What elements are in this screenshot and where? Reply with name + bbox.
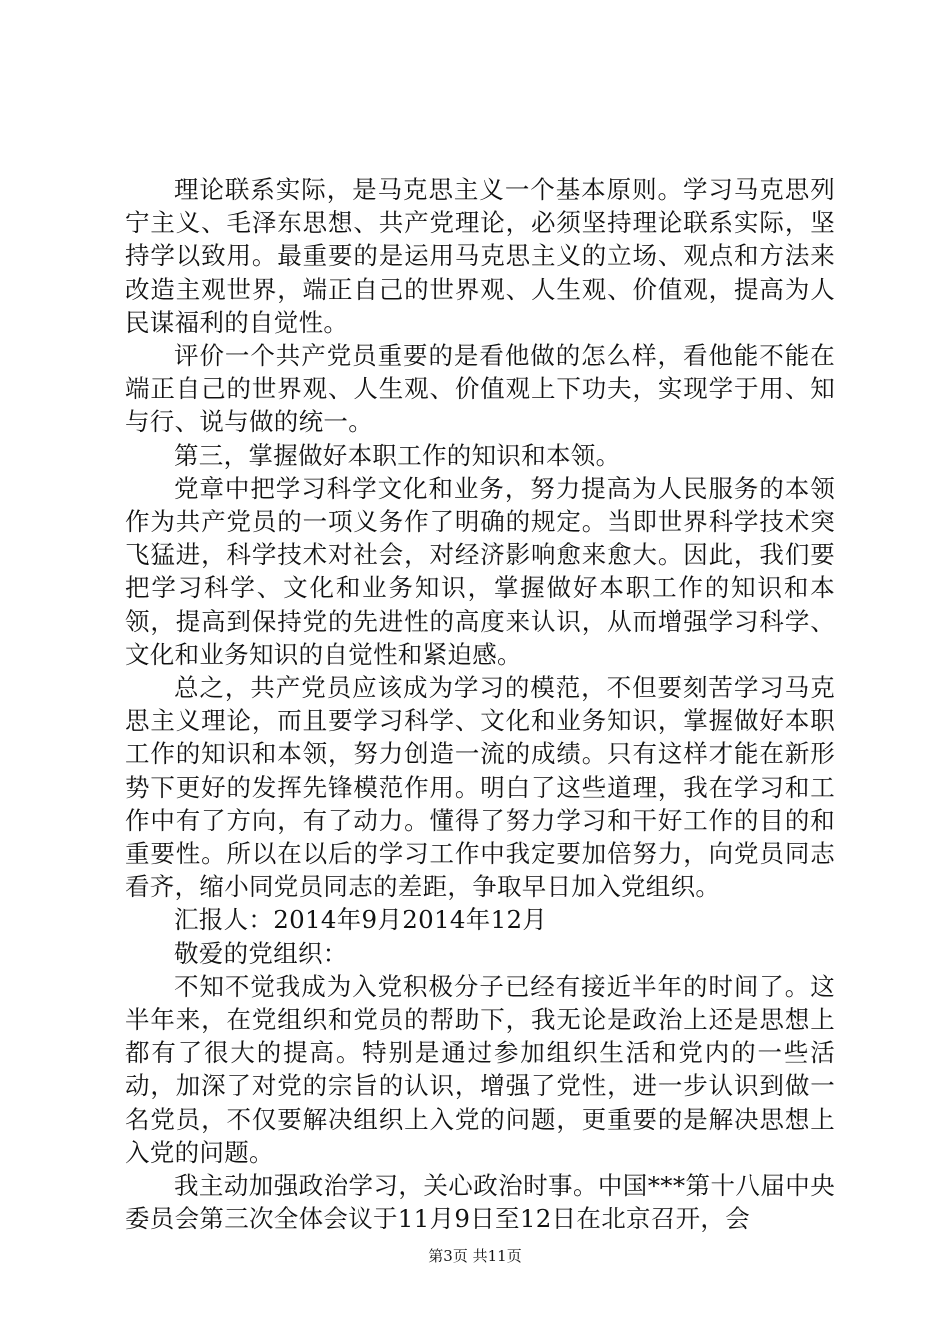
- paragraph-evaluation: 评价一个共产党员重要的是看他做的怎么样，看他能不能在端正自己的世界观、人生观、价值观上下功夫，实现学于用、知与行、说与做的统一。: [125, 341, 835, 437]
- document-body: [125, 173, 835, 1236]
- paragraph-section-three-heading: 第三，掌握做好本职工作的知识和本领。: [174, 440, 621, 470]
- paragraph-salutation: 敬爱的党组织：: [174, 938, 348, 968]
- paragraph-theory-practice: 理论联系实际，是马克思主义一个基本原则。学习马克思列宁主义、毛泽东思想、共产党理论，必须坚持理论联系实际，坚持学以致用。最重要的是运用马克思主义的立场、观点和方法来改造主观世界，端正自己的世界观、人生观、价值观，提高为人民谋福利的自觉性。: [125, 175, 835, 337]
- paragraph-half-year: 不知不觉我成为入党积极分子已经有接近半年的时间了。这半年来，在党组织和党员的帮助下，我无论是政治上还是思想上都有了很大的提高。特别是通过参加组织生活和党内的一些活动，加深了对党的宗旨的认识，增强了党性，进一步认识到做一名党员，不仅要解决组织上入党的问题，更重要的是解决思想上入党的问题。: [125, 971, 835, 1167]
- page-footer: 第3页 共11页: [428, 1247, 522, 1265]
- paragraph-conclusion: 总之，共产党员应该成为学习的模范，不但要刻苦学习马克思主义理论，而且要学习科学、文化和业务知识，掌握做好本职工作的知识和本领，努力创造一流的成绩。只有这样才能在新形势下更好的发挥先锋模范作用。明白了这些道理，我在学习和工作中有了方向，有了动力。懂得了努力学习和干好工作的目的和重要性。所以在以后的学习工作中我定要加倍努力，向党员同志看齐，缩小同党员同志的差距，争取早日加入党组织。: [125, 673, 835, 902]
- paragraph-reporter-date: 汇报人：2014年9月2014年12月: [174, 905, 548, 935]
- paragraph-political-study: 我主动加强政治学习，关心政治时事。中国***第十八届中央委员会第三次全体会议于11月9日至12日在北京召开，会: [125, 1171, 835, 1234]
- paragraph-party-charter: 党章中把学习科学文化和业务，努力提高为人民服务的本领作为共产党员的一项义务作了明确的规定。当即世界科学技术突飞猛进，科学技术对社会，对经济影响愈来愈大。因此，我们要把学习科学、文化和业务知识，掌握做好本职工作的知识和本领，提高到保持党的先进性的高度来认识，从而增强学习科学、文化和业务知识的自觉性和紧迫感。: [125, 473, 835, 669]
